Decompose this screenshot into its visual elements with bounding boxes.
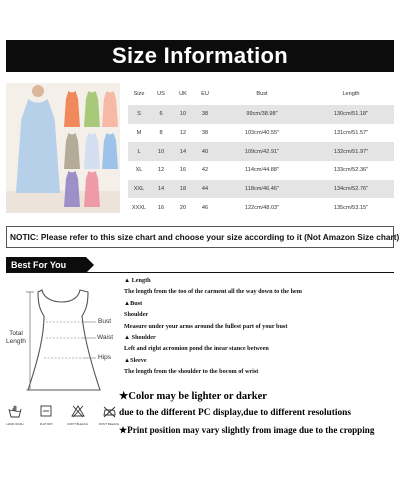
size-cell-uk: 10: [172, 105, 194, 124]
size-information-banner: Size Information: [6, 40, 394, 72]
size-cell-eu: 44: [194, 180, 216, 199]
hand-wash-icon: [8, 404, 22, 418]
header-eu: EU: [201, 91, 209, 97]
model-head-image: [32, 85, 44, 97]
size-cell-length: 134cm/52.76": [308, 180, 394, 199]
size-cell-size: XXL: [128, 180, 150, 199]
size-row: [128, 142, 394, 161]
size-row: [128, 124, 394, 143]
size-cell-length: 132cm/51.97": [308, 142, 394, 161]
best-for-you-label: Best For You: [6, 257, 86, 273]
care-item-hand-wash: [4, 404, 26, 438]
size-cell-size: XXXL: [131, 204, 147, 211]
dress-collage-image: [6, 83, 120, 213]
care-label: DON'T BLEACH: [67, 422, 88, 426]
size-cell-eu: 38: [194, 105, 216, 124]
size-cell-length: 133cm/52.36": [333, 167, 369, 174]
product-photo: [6, 83, 120, 213]
size-cell-bust: 114cm/44.88": [245, 167, 279, 174]
header-bust: Bust: [256, 91, 268, 97]
size-cell-size: S: [128, 105, 150, 124]
size-cell-uk: 12: [179, 130, 187, 137]
waist-label: Waist: [97, 334, 114, 341]
definition-line: ▲Sleeve: [124, 356, 147, 364]
size-cell-size: XL: [135, 167, 143, 174]
definition-line: The length from the too of the carment all the way down to the hem: [124, 288, 302, 296]
bust-label: Bust: [98, 318, 112, 325]
definition-line: ▲ Shoulder: [124, 333, 156, 341]
size-cell-bust: 99cm/38.98": [216, 105, 308, 124]
size-cell-us: 14: [150, 180, 172, 199]
size-cell-uk: 18: [172, 180, 194, 199]
size-cell-bust: 122cm/48.03": [244, 204, 280, 211]
best-for-you-header: [6, 257, 394, 273]
size-chart-table: [128, 83, 394, 217]
size-cell-us: 16: [157, 204, 165, 211]
size-chart-notice: NOTIC: Please refer to this size chart and choose your size according to it (Not Amazon Size chart): [6, 226, 394, 248]
definition-line: ▲Bust: [124, 299, 143, 307]
care-label: HAND WASH: [6, 422, 24, 426]
definition-line: Left and right acromion pond the inear stance between: [124, 345, 269, 353]
size-cell-bust: 118cm/46.46": [216, 180, 308, 199]
size-cell-uk: 16: [179, 167, 187, 174]
size-cell-length: 131cm/51.57": [333, 130, 369, 137]
size-cell-us: 8: [159, 130, 163, 137]
size-cell-eu: 40: [194, 142, 216, 161]
care-item-do-not-bleach: [67, 404, 89, 438]
care-label: FLAT DRY: [39, 422, 53, 426]
size-cell-size: M: [136, 130, 142, 137]
size-cell-us: 10: [150, 142, 172, 161]
header-size: Size: [133, 91, 145, 97]
definition-line: Measure under your arms around the fullest part of your bust: [124, 322, 288, 330]
color-note: ★Color may be lighter or darker: [119, 391, 267, 402]
size-row: [128, 161, 394, 180]
definition-line: The length from the shoulder to the bocom of wrist: [124, 368, 259, 376]
size-cell-bust: 103cm/40.55": [244, 130, 280, 137]
size-cell-us: 12: [157, 167, 165, 174]
definition-line: Shoulder: [124, 311, 149, 319]
size-cell-length: 135cm/53.15": [333, 204, 369, 211]
flat-dry-icon: [39, 404, 53, 418]
size-table-header-row: [128, 83, 394, 105]
care-item-do-not-iron: [98, 404, 120, 438]
size-cell-eu: 38: [201, 130, 209, 137]
care-item-flat-dry: [35, 404, 57, 438]
header-us: US: [157, 91, 165, 97]
size-cell-uk: 14: [172, 142, 194, 161]
size-row: [128, 198, 394, 217]
size-row: [128, 105, 394, 124]
display-notes: [119, 388, 399, 439]
header-length: Length: [342, 91, 360, 97]
care-instructions: [4, 404, 120, 438]
do-not-bleach-icon: [71, 404, 85, 418]
measurement-definitions: [124, 275, 396, 378]
do-not-iron-icon: [102, 404, 116, 418]
definition-line: ▲ Length: [124, 277, 151, 284]
total-length-label: Total Length: [6, 330, 26, 345]
size-cell-eu: 46: [201, 204, 209, 211]
size-cell-bust: 109cm/42.91": [216, 142, 308, 161]
print-position-note: ★Print position may vary slightly from image due to the cropping: [119, 425, 375, 435]
size-cell-eu: 42: [201, 167, 209, 174]
resolution-note: due to the different PC display,due to different resolutions: [119, 408, 352, 418]
size-row: [128, 180, 394, 199]
size-cell-us: 6: [150, 105, 172, 124]
hips-label: Hips: [98, 354, 112, 361]
size-cell-size: L: [128, 142, 150, 161]
section-divider: [6, 272, 394, 273]
care-label: DON'T BLEACH: [98, 422, 120, 426]
measurement-diagram: [4, 286, 120, 398]
header-uk: UK: [179, 91, 187, 97]
size-cell-length: 130cm/51.18": [308, 105, 394, 124]
size-cell-uk: 20: [179, 204, 187, 211]
